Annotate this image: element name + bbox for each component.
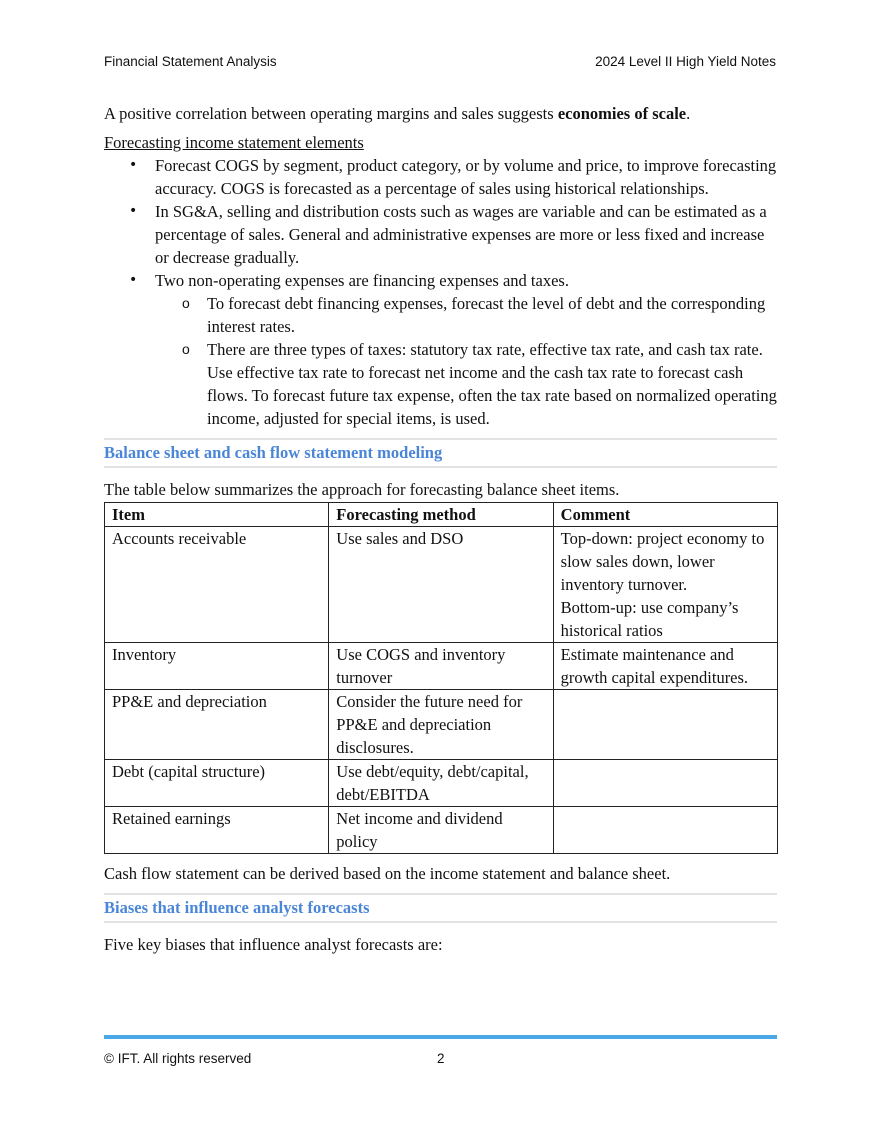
table-row xyxy=(105,760,778,807)
list-item-text: Two non-operating expenses are financing expenses and taxes. xyxy=(155,271,569,290)
intro-text: A positive correlation between operating margins and sales suggests xyxy=(104,104,558,123)
cell-item: Inventory xyxy=(105,643,329,690)
income-bullet-list xyxy=(104,154,777,430)
table-intro: The table below summarizes the approach for forecasting balance sheet items. xyxy=(104,480,620,499)
page-body xyxy=(104,102,777,956)
table-row xyxy=(105,527,778,643)
cell-method: Use sales and DSO xyxy=(329,527,553,643)
table-row xyxy=(105,690,778,760)
section-heading-biases: Biases that influence analyst forecasts xyxy=(104,893,777,923)
column-header-item: Item xyxy=(105,503,329,527)
cell-method: Net income and dividend policy xyxy=(329,807,553,854)
cell-item: Accounts receivable xyxy=(105,527,329,643)
footer-copyright: © IFT. All rights reserved xyxy=(104,1051,252,1066)
footer-rule xyxy=(104,1035,777,1039)
cell-comment xyxy=(553,527,777,643)
forecasting-table xyxy=(104,502,778,854)
list-item: • In SG&A, selling and distribution costs such as wages are variable and can be estimated as a percentage of sales. General and administrative expenses are more or less fixed and increase or decrease gradually. xyxy=(104,200,777,269)
comment-line: Top-down: project economy to slow sales down, lower inventory turnover. xyxy=(560,529,765,594)
running-header-edition: 2024 Level II High Yield Notes xyxy=(595,54,776,69)
cell-comment: Estimate maintenance and growth capital expenditures. xyxy=(553,643,777,690)
column-header-comment: Comment xyxy=(553,503,777,527)
cell-comment xyxy=(553,807,777,854)
biases-intro: Five key biases that influence analyst forecasts are: xyxy=(104,935,443,954)
cell-method: Use COGS and inventory turnover xyxy=(329,643,553,690)
cell-item: PP&E and depreciation xyxy=(105,690,329,760)
table-row xyxy=(105,807,778,854)
cell-comment xyxy=(553,760,777,807)
sub-list-item: o To forecast debt financing expenses, forecast the level of debt and the corresponding interest rates. xyxy=(155,292,777,338)
section-heading-balance-sheet: Balance sheet and cash flow statement modeling xyxy=(104,438,777,468)
table-row xyxy=(105,643,778,690)
cell-method: Consider the future need for PP&E and depreciation disclosures. xyxy=(329,690,553,760)
intro-bold-term: economies of scale xyxy=(557,104,687,123)
cell-method: Use debt/equity, debt/capital, debt/EBITDA xyxy=(329,760,553,807)
list-item xyxy=(104,269,777,430)
comment-line: Bottom-up: use company’s historical ratios xyxy=(560,598,739,640)
cell-item: Debt (capital structure) xyxy=(105,760,329,807)
income-subheading: Forecasting income statement elements xyxy=(104,133,364,152)
column-header-method: Forecasting method xyxy=(329,503,553,527)
sub-bullet-list xyxy=(155,292,777,430)
page-number: 2 xyxy=(437,1051,445,1066)
running-header-title: Financial Statement Analysis xyxy=(104,54,277,69)
sub-list-item: o There are three types of taxes: statutory tax rate, effective tax rate, and cash tax rate. Use effective tax rate to forecast net income and the cash tax rate to forecast cash flows. To forecast future tax expense, often the tax rate based on normalized operating income, adjusted for special items, is used. xyxy=(155,338,777,430)
table-header-row xyxy=(105,503,778,527)
intro-paragraph xyxy=(104,102,777,125)
cash-flow-note: Cash flow statement can be derived based on the income statement and balance sheet. xyxy=(104,864,671,883)
cell-item: Retained earnings xyxy=(105,807,329,854)
list-item: • Forecast COGS by segment, product category, or by volume and price, to improve forecasting accuracy. COGS is forecasted as a percentage of sales using historical relationships. xyxy=(104,154,777,200)
intro-end: . xyxy=(686,104,691,123)
cell-comment xyxy=(553,690,777,760)
